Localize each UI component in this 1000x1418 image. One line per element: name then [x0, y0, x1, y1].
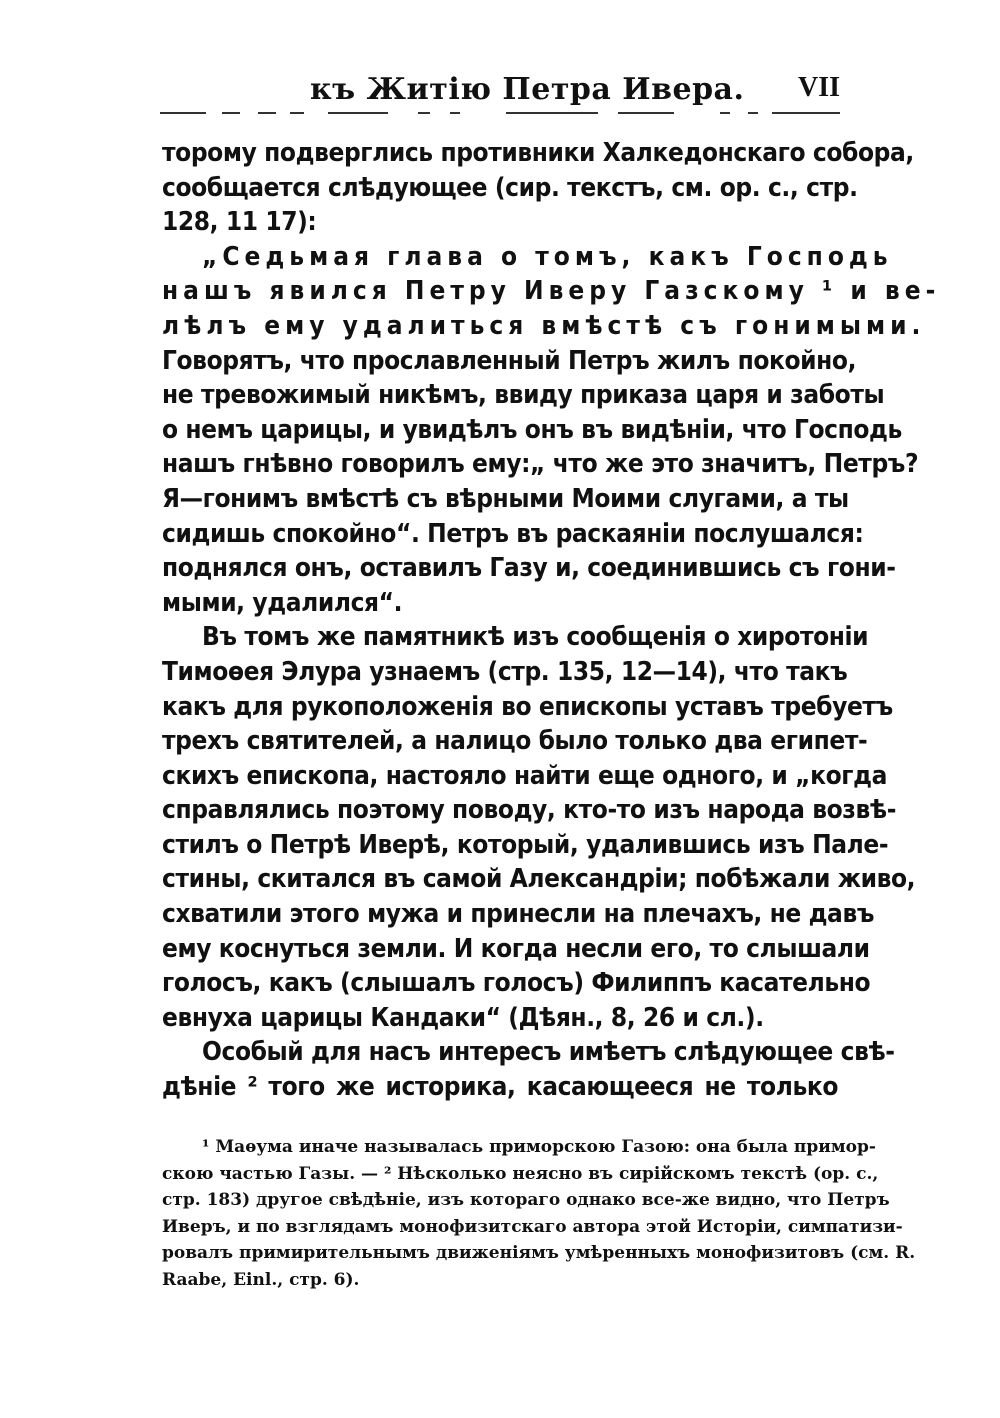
text-line: стины, скитался въ самой Александріи; побѣжали живо,	[162, 864, 916, 895]
text-line: евнуха царицы Кандаки“ (Дѣян., 8, 26 и сл.).	[162, 1002, 764, 1033]
text-line: Я—гонимъ вмѣстѣ съ вѣрными Моими слугами, а ты	[162, 483, 849, 514]
text-line: сидишь спокойно“. Петръ въ раскаяніи послушался:	[162, 518, 864, 549]
text-line: ему коснуться земли. И когда несли его, то слышали	[162, 933, 870, 964]
text-line: сообщается слѣдующее (сир. текстъ, см. ор. с., стр.	[162, 172, 858, 203]
footnotes	[162, 1134, 916, 1294]
text-line: торому подверглись противники Халкедонскаго собора,	[162, 138, 914, 168]
text-line: мыми, удалился“.	[162, 587, 403, 618]
text-line: „Седьмая глава о томъ, какъ Господь	[202, 241, 893, 272]
running-head	[160, 72, 840, 112]
text-line: схватили этого мужа и принесли на плечахъ, не давъ	[162, 899, 875, 930]
text-line: справлялись поэтому поводу, кто-то изъ народа возвѣ-	[162, 795, 897, 826]
footnote-line: Raabe, Einl., стр. 6).	[162, 1269, 360, 1290]
footnote-line: стр. 183) другое свѣдѣніе, изъ котораго однако все-же видно, что Петръ	[162, 1190, 890, 1211]
body-text	[162, 136, 941, 1105]
running-title: къ Житію Петра Ивера.	[310, 72, 745, 107]
page-number: VII	[797, 72, 840, 103]
text-line: нашъ гнѣвно говорилъ ему:„ что же это значитъ, Петръ?	[162, 449, 919, 480]
text-line: скихъ епископа, настояло найти еще одного, и „когда	[162, 760, 887, 791]
text-line: Тимоѳея Элура узнаемъ (стр. 135, 12—14), что такъ	[162, 656, 848, 687]
footnote-line: скою частью Газы. — ² Нѣсколько неясно въ сирійскомъ текстѣ (ор. с.,	[162, 1163, 879, 1184]
text-line: стилъ о Петрѣ Иверѣ, который, удалившись изъ Пале-	[162, 829, 889, 860]
header-rule	[160, 112, 840, 115]
text-line: нашъ явился Петру Иверу Газскому ¹ и ве-	[162, 276, 941, 307]
text-line: не тревожимый никѣмъ, ввиду приказа царя и заботы	[162, 380, 885, 411]
text-line: какъ для рукоположенія во епископы уставъ требуетъ	[162, 691, 893, 722]
text-line: 128, 11 17):	[162, 207, 317, 238]
footnote-line: ¹ Маѳума иначе называлась приморскою Газою: она была примор-	[202, 1137, 876, 1157]
text-line: поднялся онъ, оставилъ Газу и, соединившись съ гони-	[162, 553, 896, 584]
text-line: Въ томъ же памятникѣ изъ сообщенія о хиротоніи	[202, 622, 869, 653]
text-line: дѣніе ² того же историка, касающееся не только	[162, 1072, 838, 1103]
footnote-line: Иверъ, и по взглядамъ монофизитскаго автора этой Исторіи, симпатизи-	[162, 1216, 903, 1237]
footnote-line: ровалъ примирительнымъ движеніямъ умѣренныхъ монофизитовъ (см. R.	[162, 1243, 916, 1264]
text-line: о немъ царицы, и увидѣлъ онъ въ видѣніи, что Господь	[162, 414, 902, 445]
text-line: трехъ святителей, а налицо было только два египет-	[162, 726, 868, 757]
text-line: Особый для насъ интересъ имѣетъ слѣдующее свѣ-	[202, 1037, 895, 1068]
text-line: лѣлъ ему удалиться вмѣстѣ съ гонимыми.	[162, 310, 926, 341]
text-line: голосъ, какъ (слышалъ голосъ) Филиппъ касательно	[162, 968, 871, 999]
text-line: Говорятъ, что прославленный Петръ жилъ покойно,	[162, 345, 857, 376]
